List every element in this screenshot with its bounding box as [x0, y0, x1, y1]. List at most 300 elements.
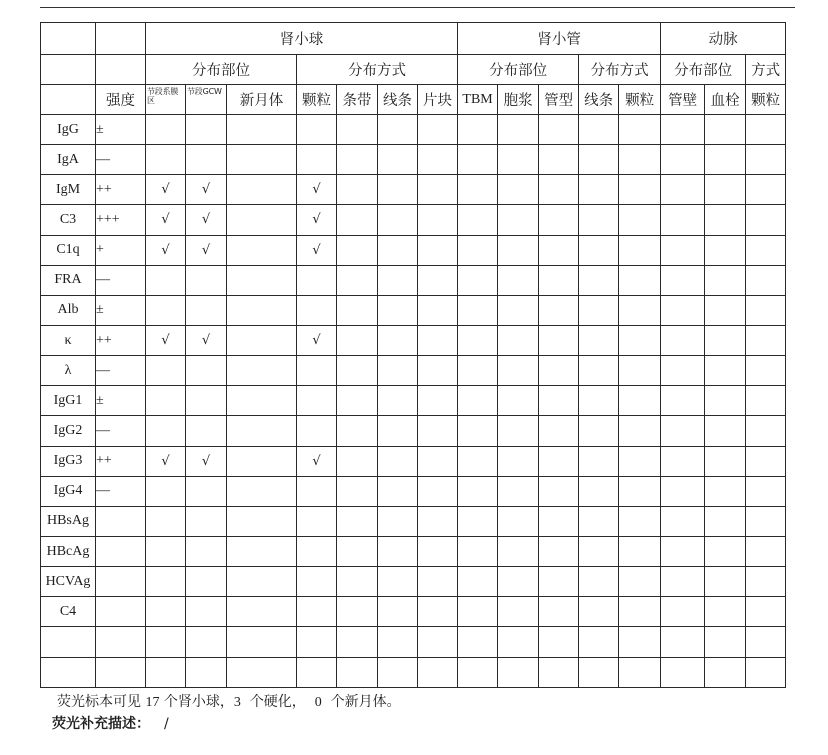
glomeruli-count: 17: [145, 695, 160, 710]
mark-crescent: [227, 627, 297, 657]
mark-cast: [539, 567, 579, 597]
antibody-label: λ: [41, 356, 96, 386]
mark-glomerular-linear: [378, 506, 418, 536]
mark-vessel-wall: [661, 416, 705, 446]
supplement-label: 荧光补充描述：: [52, 716, 150, 732]
mark-glomerular-granular: [297, 506, 337, 536]
antibody-label: IgM: [41, 175, 96, 205]
mark-glomerular-patchy: [418, 115, 458, 145]
mark-cast: [539, 205, 579, 235]
mark-segmental-mesangial: [146, 145, 186, 175]
mark-glomerular-linear: [378, 476, 418, 506]
mark-tbm: [458, 325, 498, 355]
mark-thrombus: [705, 145, 746, 175]
mark-cytoplasm: [498, 627, 539, 657]
mark-thrombus: [705, 115, 746, 145]
mark-thrombus: [705, 325, 746, 355]
mark-glomerular-band: [337, 175, 378, 205]
mark-segmental-gcw: [186, 567, 227, 597]
mark-cytoplasm: [498, 597, 539, 627]
mark-cytoplasm: [498, 536, 539, 566]
sub-header-glomerulus-pattern: 分布方式: [297, 55, 458, 85]
mark-cytoplasm: [498, 567, 539, 597]
mark-glomerular-patchy: [418, 657, 458, 687]
mark-glomerular-granular: [297, 416, 337, 446]
mark-cytoplasm: [498, 416, 539, 446]
mark-glomerular-patchy: [418, 627, 458, 657]
crescent-count: 0: [314, 695, 322, 710]
mark-glomerular-granular: [297, 657, 337, 687]
mark-segmental-gcw: [186, 295, 227, 325]
intensity-value: [96, 567, 146, 597]
mark-vessel-wall: [661, 356, 705, 386]
antibody-label: IgG1: [41, 386, 96, 416]
crescent-unit: 个新月体。: [330, 694, 401, 710]
mark-segmental-gcw: [186, 657, 227, 687]
mark-glomerular-patchy: [418, 145, 458, 175]
mark-segmental-mesangial: [146, 597, 186, 627]
mark-crescent: [227, 597, 297, 627]
mark-tubular-linear: [579, 175, 619, 205]
mark-glomerular-linear: [378, 657, 418, 687]
mark-tubular-granular: [619, 145, 661, 175]
mark-glomerular-linear: [378, 205, 418, 235]
mark-cast: [539, 145, 579, 175]
mark-cast: [539, 175, 579, 205]
mark-tubular-linear: [579, 416, 619, 446]
mark-segmental-mesangial: [146, 356, 186, 386]
mark-glomerular-patchy: [418, 386, 458, 416]
mark-glomerular-linear: [378, 536, 418, 566]
mark-vessel-wall: [661, 295, 705, 325]
mark-glomerular-band: [337, 205, 378, 235]
mark-vessel-wall: [661, 205, 705, 235]
table-row: [41, 325, 786, 355]
mark-cast: [539, 235, 579, 265]
mark-segmental-gcw: [186, 386, 227, 416]
mark-glomerular-band: [337, 536, 378, 566]
group-header-row: [41, 23, 786, 55]
mark-tubular-linear: [579, 476, 619, 506]
mark-tbm: [458, 175, 498, 205]
mark-glomerular-patchy: [418, 506, 458, 536]
mark-glomerular-band: [337, 627, 378, 657]
mark-cast: [539, 416, 579, 446]
intensity-value: —: [96, 265, 146, 295]
mark-glomerular-granular: √: [297, 175, 337, 205]
mark-segmental-mesangial: [146, 265, 186, 295]
mark-cytoplasm: [498, 476, 539, 506]
mark-tubular-linear: [579, 325, 619, 355]
sub-header-row: [41, 55, 786, 85]
mark-segmental-mesangial: [146, 536, 186, 566]
mark-thrombus: [705, 416, 746, 446]
mark-cast: [539, 476, 579, 506]
mark-tubular-granular: [619, 235, 661, 265]
table-row: [41, 597, 786, 627]
mark-cast: [539, 506, 579, 536]
mark-cast: [539, 295, 579, 325]
table-row: [41, 295, 786, 325]
antibody-label: C1q: [41, 235, 96, 265]
mark-arterial-granular: [746, 657, 786, 687]
mark-segmental-gcw: [186, 536, 227, 566]
mark-arterial-granular: [746, 265, 786, 295]
column-header-tubular-granular: 颗粒: [619, 85, 661, 115]
sub-header-artery-pattern: 方式: [746, 55, 786, 85]
mark-tubular-linear: [579, 295, 619, 325]
antibody-label: C4: [41, 597, 96, 627]
mark-arterial-granular: [746, 476, 786, 506]
mark-segmental-mesangial: [146, 416, 186, 446]
fluorescence-supplement: [52, 713, 169, 733]
mark-glomerular-patchy: [418, 536, 458, 566]
mark-vessel-wall: [661, 567, 705, 597]
mark-crescent: [227, 657, 297, 687]
mark-tubular-granular: [619, 446, 661, 476]
mark-tbm: [458, 446, 498, 476]
mark-cytoplasm: [498, 265, 539, 295]
intensity-value: [96, 536, 146, 566]
corner-cell: [41, 23, 96, 55]
mark-glomerular-patchy: [418, 205, 458, 235]
table-row: [41, 356, 786, 386]
mark-crescent: [227, 506, 297, 536]
mark-glomerular-patchy: [418, 265, 458, 295]
column-header-thrombus: 血栓: [705, 85, 746, 115]
mark-crescent: [227, 265, 297, 295]
mark-cytoplasm: [498, 356, 539, 386]
mark-cytoplasm: [498, 145, 539, 175]
mark-cytoplasm: [498, 657, 539, 687]
intensity-value: —: [96, 356, 146, 386]
mark-glomerular-linear: [378, 567, 418, 597]
mark-cast: [539, 657, 579, 687]
table-row: [41, 657, 786, 687]
mark-tbm: [458, 356, 498, 386]
mark-tbm: [458, 506, 498, 536]
summary-prefix: 荧光标本可见: [57, 694, 141, 710]
mark-segmental-gcw: [186, 506, 227, 536]
mark-glomerular-band: [337, 115, 378, 145]
mark-crescent: [227, 145, 297, 175]
mark-tubular-linear: [579, 386, 619, 416]
mark-tbm: [458, 627, 498, 657]
mark-glomerular-linear: [378, 265, 418, 295]
mark-segmental-gcw: √: [186, 325, 227, 355]
column-header-intensity: 强度: [96, 85, 146, 115]
mark-cytoplasm: [498, 175, 539, 205]
supplement-value: /: [164, 716, 169, 732]
glomeruli-unit: 个肾小球，: [163, 694, 234, 710]
mark-cytoplasm: [498, 446, 539, 476]
mark-tubular-granular: [619, 506, 661, 536]
corner-cell: [41, 85, 96, 115]
mark-crescent: [227, 567, 297, 597]
mark-vessel-wall: [661, 115, 705, 145]
intensity-value: [96, 597, 146, 627]
mark-tubular-granular: [619, 416, 661, 446]
mark-glomerular-band: [337, 446, 378, 476]
sub-header-tubule-pattern: 分布方式: [579, 55, 661, 85]
antibody-label: HCVAg: [41, 567, 96, 597]
mark-segmental-mesangial: [146, 386, 186, 416]
mark-thrombus: [705, 597, 746, 627]
mark-glomerular-patchy: [418, 295, 458, 325]
mark-glomerular-patchy: [418, 175, 458, 205]
corner-cell: [96, 55, 146, 85]
mark-segmental-mesangial: [146, 295, 186, 325]
column-header-tbm: TBM: [458, 85, 498, 115]
column-header-crescent: 新月体: [227, 85, 297, 115]
mark-segmental-mesangial: [146, 567, 186, 597]
mark-thrombus: [705, 476, 746, 506]
mark-cast: [539, 325, 579, 355]
mark-crescent: [227, 356, 297, 386]
column-header-glomerular-linear: 线条: [378, 85, 418, 115]
column-header-segmental-gcw: 节段GCW: [186, 85, 227, 115]
table-row: [41, 627, 786, 657]
mark-crescent: [227, 416, 297, 446]
mark-glomerular-granular: [297, 567, 337, 597]
table-body: [41, 115, 786, 688]
mark-glomerular-band: [337, 476, 378, 506]
column-header-glomerular-band: 条带: [337, 85, 378, 115]
fluorescence-summary: [57, 691, 401, 711]
sclerosed-count: 3: [233, 695, 241, 710]
mark-glomerular-band: [337, 265, 378, 295]
mark-cytoplasm: [498, 205, 539, 235]
mark-glomerular-patchy: [418, 446, 458, 476]
mark-glomerular-patchy: [418, 567, 458, 597]
mark-cytoplasm: [498, 386, 539, 416]
intensity-value: [96, 657, 146, 687]
mark-segmental-mesangial: √: [146, 205, 186, 235]
antibody-label: IgG: [41, 115, 96, 145]
mark-tbm: [458, 235, 498, 265]
mark-thrombus: [705, 175, 746, 205]
mark-glomerular-linear: [378, 386, 418, 416]
mark-tubular-linear: [579, 627, 619, 657]
mark-vessel-wall: [661, 627, 705, 657]
mark-crescent: [227, 476, 297, 506]
intensity-value: ±: [96, 295, 146, 325]
mark-crescent: [227, 386, 297, 416]
mark-arterial-granular: [746, 356, 786, 386]
mark-glomerular-granular: [297, 265, 337, 295]
table-row: [41, 536, 786, 566]
mark-cytoplasm: [498, 295, 539, 325]
mark-glomerular-linear: [378, 145, 418, 175]
mark-segmental-mesangial: √: [146, 175, 186, 205]
mark-glomerular-band: [337, 416, 378, 446]
mark-tubular-granular: [619, 115, 661, 145]
antibody-label: [41, 627, 96, 657]
sub-header-tubule-location: 分布部位: [458, 55, 579, 85]
mark-arterial-granular: [746, 567, 786, 597]
mark-tubular-linear: [579, 115, 619, 145]
column-header-cytoplasm: 胞浆: [498, 85, 539, 115]
column-header-glomerular-granular: 颗粒: [297, 85, 337, 115]
group-header-glomerulus: 肾小球: [146, 23, 458, 55]
mark-glomerular-granular: √: [297, 205, 337, 235]
intensity-value: [96, 627, 146, 657]
mark-segmental-mesangial: [146, 476, 186, 506]
mark-tbm: [458, 657, 498, 687]
group-header-artery: 动脉: [661, 23, 786, 55]
mark-cast: [539, 356, 579, 386]
sub-header-artery-location: 分布部位: [661, 55, 746, 85]
table-row: [41, 386, 786, 416]
mark-glomerular-granular: √: [297, 325, 337, 355]
antibody-label: IgG3: [41, 446, 96, 476]
mark-arterial-granular: [746, 325, 786, 355]
mark-glomerular-linear: [378, 627, 418, 657]
mark-tubular-linear: [579, 567, 619, 597]
mark-cast: [539, 536, 579, 566]
mark-segmental-gcw: [186, 416, 227, 446]
corner-cell: [96, 23, 146, 55]
mark-glomerular-patchy: [418, 235, 458, 265]
mark-tbm: [458, 145, 498, 175]
mark-tubular-granular: [619, 265, 661, 295]
intensity-value: —: [96, 416, 146, 446]
mark-tubular-linear: [579, 145, 619, 175]
mark-cytoplasm: [498, 235, 539, 265]
top-rule: [40, 7, 795, 8]
corner-cell: [41, 55, 96, 85]
mark-tubular-granular: [619, 386, 661, 416]
mark-segmental-mesangial: √: [146, 325, 186, 355]
column-header-tubular-linear: 线条: [579, 85, 619, 115]
mark-segmental-mesangial: [146, 657, 186, 687]
mark-glomerular-linear: [378, 295, 418, 325]
mark-cast: [539, 446, 579, 476]
mark-thrombus: [705, 386, 746, 416]
table-row: [41, 205, 786, 235]
mark-tbm: [458, 295, 498, 325]
mark-tubular-granular: [619, 536, 661, 566]
mark-glomerular-granular: [297, 295, 337, 325]
antibody-label: FRA: [41, 265, 96, 295]
mark-segmental-mesangial: [146, 627, 186, 657]
mark-arterial-granular: [746, 205, 786, 235]
mark-thrombus: [705, 295, 746, 325]
mark-crescent: [227, 446, 297, 476]
mark-segmental-gcw: [186, 115, 227, 145]
mark-vessel-wall: [661, 536, 705, 566]
mark-glomerular-granular: [297, 627, 337, 657]
mark-arterial-granular: [746, 446, 786, 476]
mark-cytoplasm: [498, 115, 539, 145]
mark-glomerular-linear: [378, 356, 418, 386]
mark-glomerular-granular: [297, 597, 337, 627]
mark-glomerular-band: [337, 145, 378, 175]
sclerosed-unit: 个硬化，: [249, 694, 306, 710]
intensity-value: ++: [96, 446, 146, 476]
mark-crescent: [227, 536, 297, 566]
mark-segmental-mesangial: [146, 506, 186, 536]
mark-cytoplasm: [498, 325, 539, 355]
mark-vessel-wall: [661, 235, 705, 265]
mark-thrombus: [705, 506, 746, 536]
mark-arterial-granular: [746, 627, 786, 657]
mark-glomerular-band: [337, 657, 378, 687]
column-header-cast: 管型: [539, 85, 579, 115]
mark-segmental-gcw: [186, 265, 227, 295]
mark-tbm: [458, 416, 498, 446]
mark-segmental-mesangial: √: [146, 446, 186, 476]
mark-glomerular-band: [337, 597, 378, 627]
mark-segmental-gcw: [186, 356, 227, 386]
table-row: [41, 567, 786, 597]
intensity-value: ++: [96, 175, 146, 205]
mark-cast: [539, 627, 579, 657]
mark-tubular-granular: [619, 627, 661, 657]
mark-tubular-linear: [579, 446, 619, 476]
mark-glomerular-granular: [297, 536, 337, 566]
mark-tubular-granular: [619, 567, 661, 597]
mark-vessel-wall: [661, 145, 705, 175]
table-row: [41, 145, 786, 175]
mark-crescent: [227, 115, 297, 145]
mark-thrombus: [705, 567, 746, 597]
antibody-label: C3: [41, 205, 96, 235]
sub-header-glomerulus-location: 分布部位: [146, 55, 297, 85]
table-row: [41, 265, 786, 295]
mark-tubular-granular: [619, 476, 661, 506]
mark-glomerular-band: [337, 567, 378, 597]
table-row: [41, 446, 786, 476]
mark-glomerular-granular: [297, 115, 337, 145]
mark-cast: [539, 386, 579, 416]
mark-tbm: [458, 386, 498, 416]
mark-vessel-wall: [661, 506, 705, 536]
antibody-label: κ: [41, 325, 96, 355]
antibody-label: HBcAg: [41, 536, 96, 566]
column-header-arterial-granular: 颗粒: [746, 85, 786, 115]
mark-tubular-granular: [619, 205, 661, 235]
intensity-value: —: [96, 476, 146, 506]
mark-segmental-gcw: [186, 145, 227, 175]
mark-glomerular-patchy: [418, 325, 458, 355]
mark-tubular-linear: [579, 265, 619, 295]
antibody-label: [41, 657, 96, 687]
mark-thrombus: [705, 657, 746, 687]
mark-tubular-linear: [579, 506, 619, 536]
table-row: [41, 476, 786, 506]
mark-arterial-granular: [746, 145, 786, 175]
mark-vessel-wall: [661, 597, 705, 627]
mark-thrombus: [705, 536, 746, 566]
mark-tbm: [458, 265, 498, 295]
mark-arterial-granular: [746, 235, 786, 265]
column-header-segmental-mesangial: 节段系膜区: [146, 85, 186, 115]
mark-tubular-linear: [579, 657, 619, 687]
mark-vessel-wall: [661, 265, 705, 295]
mark-thrombus: [705, 235, 746, 265]
mark-glomerular-linear: [378, 115, 418, 145]
intensity-value: ++: [96, 325, 146, 355]
antibody-label: IgG2: [41, 416, 96, 446]
intensity-value: [96, 506, 146, 536]
mark-glomerular-patchy: [418, 416, 458, 446]
intensity-value: +: [96, 235, 146, 265]
mark-glomerular-band: [337, 235, 378, 265]
intensity-value: +++: [96, 205, 146, 235]
mark-cast: [539, 265, 579, 295]
table-row: [41, 175, 786, 205]
